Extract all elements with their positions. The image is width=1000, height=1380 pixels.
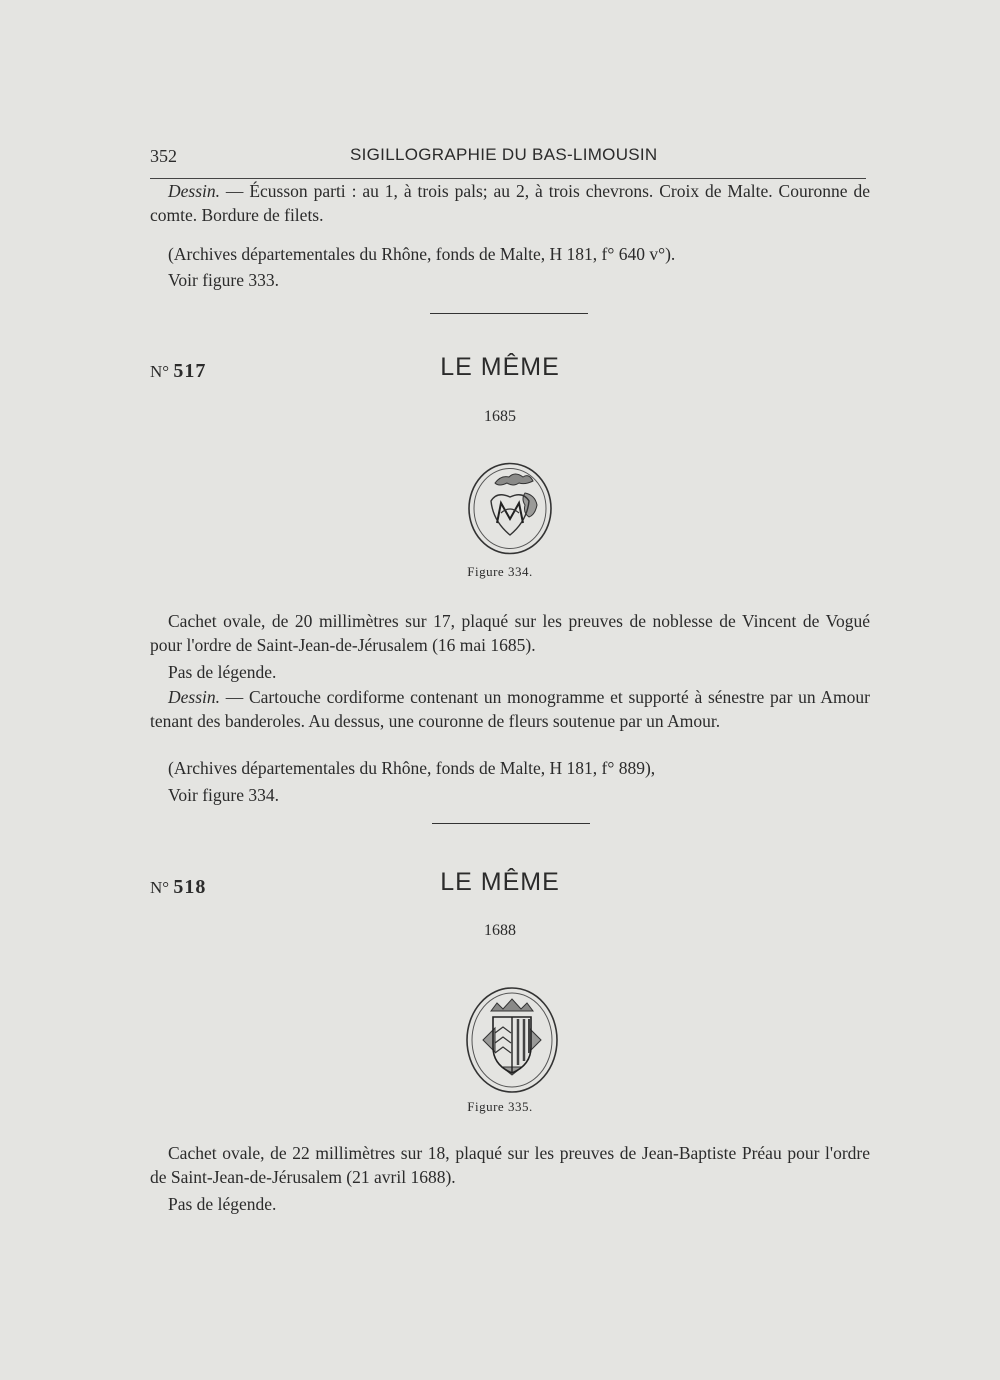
dessin-label: Dessin. <box>168 687 221 707</box>
entry-number-518: N° 518 <box>150 876 207 898</box>
entry-voir-517: Voir figure 334. <box>168 785 279 805</box>
entry-title-517: LE MÊME <box>440 353 560 381</box>
entry-description-517: Cachet ovale, de 20 millimètres sur 17, plaqué sur les preuves de noblesse de Vincent de Vogué pour l'ordre de Saint-Jean-de-Jérusalem (16 mai 1685). <box>150 611 870 655</box>
top-voir: Voir figure 333. <box>168 270 279 290</box>
oval-seal-monogram-icon <box>467 461 553 556</box>
figure-caption-334: Figure 334. <box>467 564 533 579</box>
entry-date-518: 1688 <box>484 922 516 939</box>
entry-legend-517: Pas de légende. <box>168 662 277 682</box>
entry-dessin-517 <box>150 686 870 733</box>
oval-seal-escutcheon-icon <box>465 985 559 1095</box>
dessin-label: Dessin. <box>168 181 221 201</box>
entry-date-517: 1685 <box>484 408 516 425</box>
dessin-text: — Écusson parti : au 1, à trois pals; au 2, à trois chevrons. Croix de Malte. Couronne de comte. Bordure de filets. <box>150 181 870 225</box>
entry-archives-517: (Archives départementales du Rhône, fonds de Malte, H 181, f° 889), <box>168 758 656 778</box>
top-dessin-paragraph <box>150 180 870 227</box>
entry-description-518: Cachet ovale, de 22 millimètres sur 18, plaqué sur les preuves de Jean-Baptiste Préau pour l'ordre de Saint-Jean-de-Jérusalem (21 avril 1688). <box>150 1143 870 1187</box>
running-title: SIGILLOGRAPHIE DU BAS-LIMOUSIN <box>350 145 658 164</box>
figure-caption-335: Figure 335. <box>467 1099 533 1114</box>
header-rule <box>150 178 866 179</box>
top-archives: (Archives départementales du Rhône, fonds de Malte, H 181, f° 640 v°). <box>168 244 676 264</box>
entry-title-518: LE MÊME <box>440 868 560 896</box>
dessin-text: — Cartouche cordiforme contenant un monogramme et supporté à sénestre par un Amour tenant des banderoles. Au dessus, une couronne de fleurs soutenue par un Amour. <box>150 687 870 731</box>
section-separator <box>432 823 590 824</box>
entry-number-517: N° 517 <box>150 360 207 382</box>
entry-legend-518: Pas de légende. <box>168 1194 277 1214</box>
section-separator <box>430 313 588 314</box>
page-number: 352 <box>150 146 177 166</box>
